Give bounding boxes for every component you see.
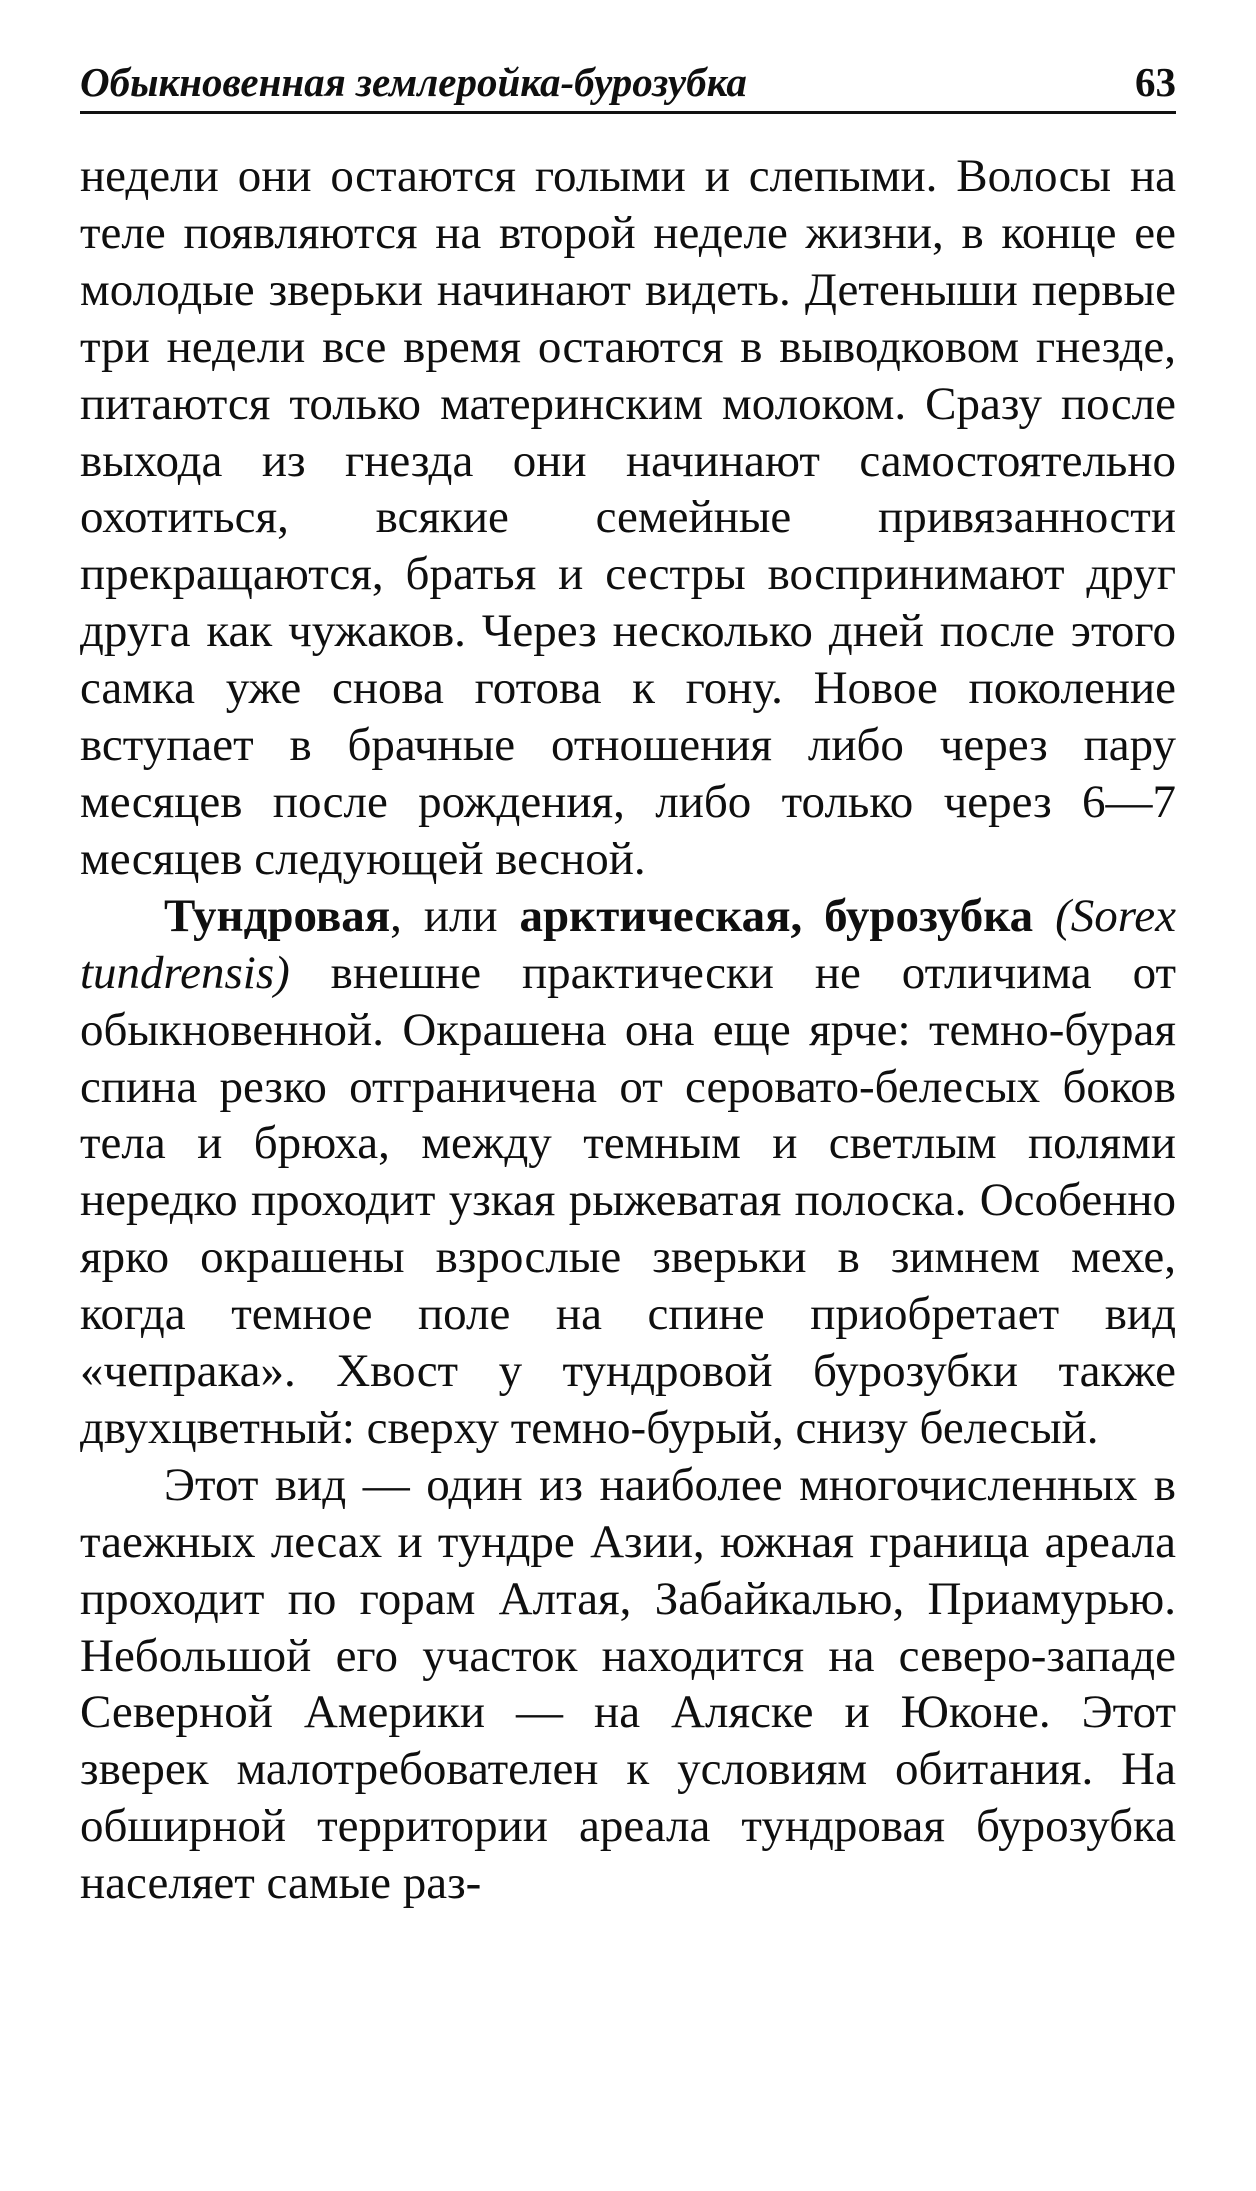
term-space [1033, 890, 1055, 942]
term-connector: , или [390, 889, 520, 942]
paragraph-2-text: внешне практически не отличима от обыкновенной. Окрашена она еще ярче: темно-бурая спина резко отграничена от серовато-белесых боков тела и брюха, между темным и светлым полями нередко проходит узкая рыжеватая полоска. Особенно ярко окрашены взрослые зверьки в зимнем мехе, когда темное поле на спине приобретает вид «чепрака». Хвост у тундровой бурозубки также двухцветный: сверху темно-бурый, снизу белесый. [80, 946, 1176, 1454]
page-number: 63 [1135, 59, 1176, 105]
book-page [80, 59, 1177, 1912]
paragraph-2 [80, 888, 1176, 1457]
term-tundra-shrew: Тундровая [164, 889, 391, 942]
paragraph-3: Этот вид — один из наиболее многочисленных в таежных лесах и тундре Азии, южная граница ареала проходит по горам Алтая, Забайкалью, Приамурью. Небольшой его участок находится на северо-западе Северной Америки — на Аляске и Юконе. Этот зверек малотребователен к условиям обитания. На обширной территории ареала тундровая бурозубка населяет самые раз- [80, 1458, 1176, 1910]
running-header [80, 59, 1176, 114]
running-head-title: Обыкновенная землеройка-бурозубка [80, 59, 747, 105]
body-text [80, 148, 1176, 1912]
paragraph-1: недели они остаются голыми и слепыми. Волосы на теле появляются на второй неделе жизни, в конце ее молодые зверьки начинают видеть. Детеныши первые три недели все время остаются в выводковом гнезде, питаются только материнским молоком. Сразу после выхода из гнезда они начинают самостоятельно охотиться, всякие семейные привязанности прекращаются, братья и сестры воспринимают друг друга как чужаков. Через несколько дней после этого самка уже снова готова к гону. Новое поколение вступает в брачные отношения либо через пару месяцев после рождения, либо только через 6—7 месяцев следующей весной. [80, 150, 1176, 885]
latin-name: (Sorex tundrensis) [80, 889, 1177, 999]
term-arctic-shrew: арктическая, бурозубка [519, 889, 1034, 942]
